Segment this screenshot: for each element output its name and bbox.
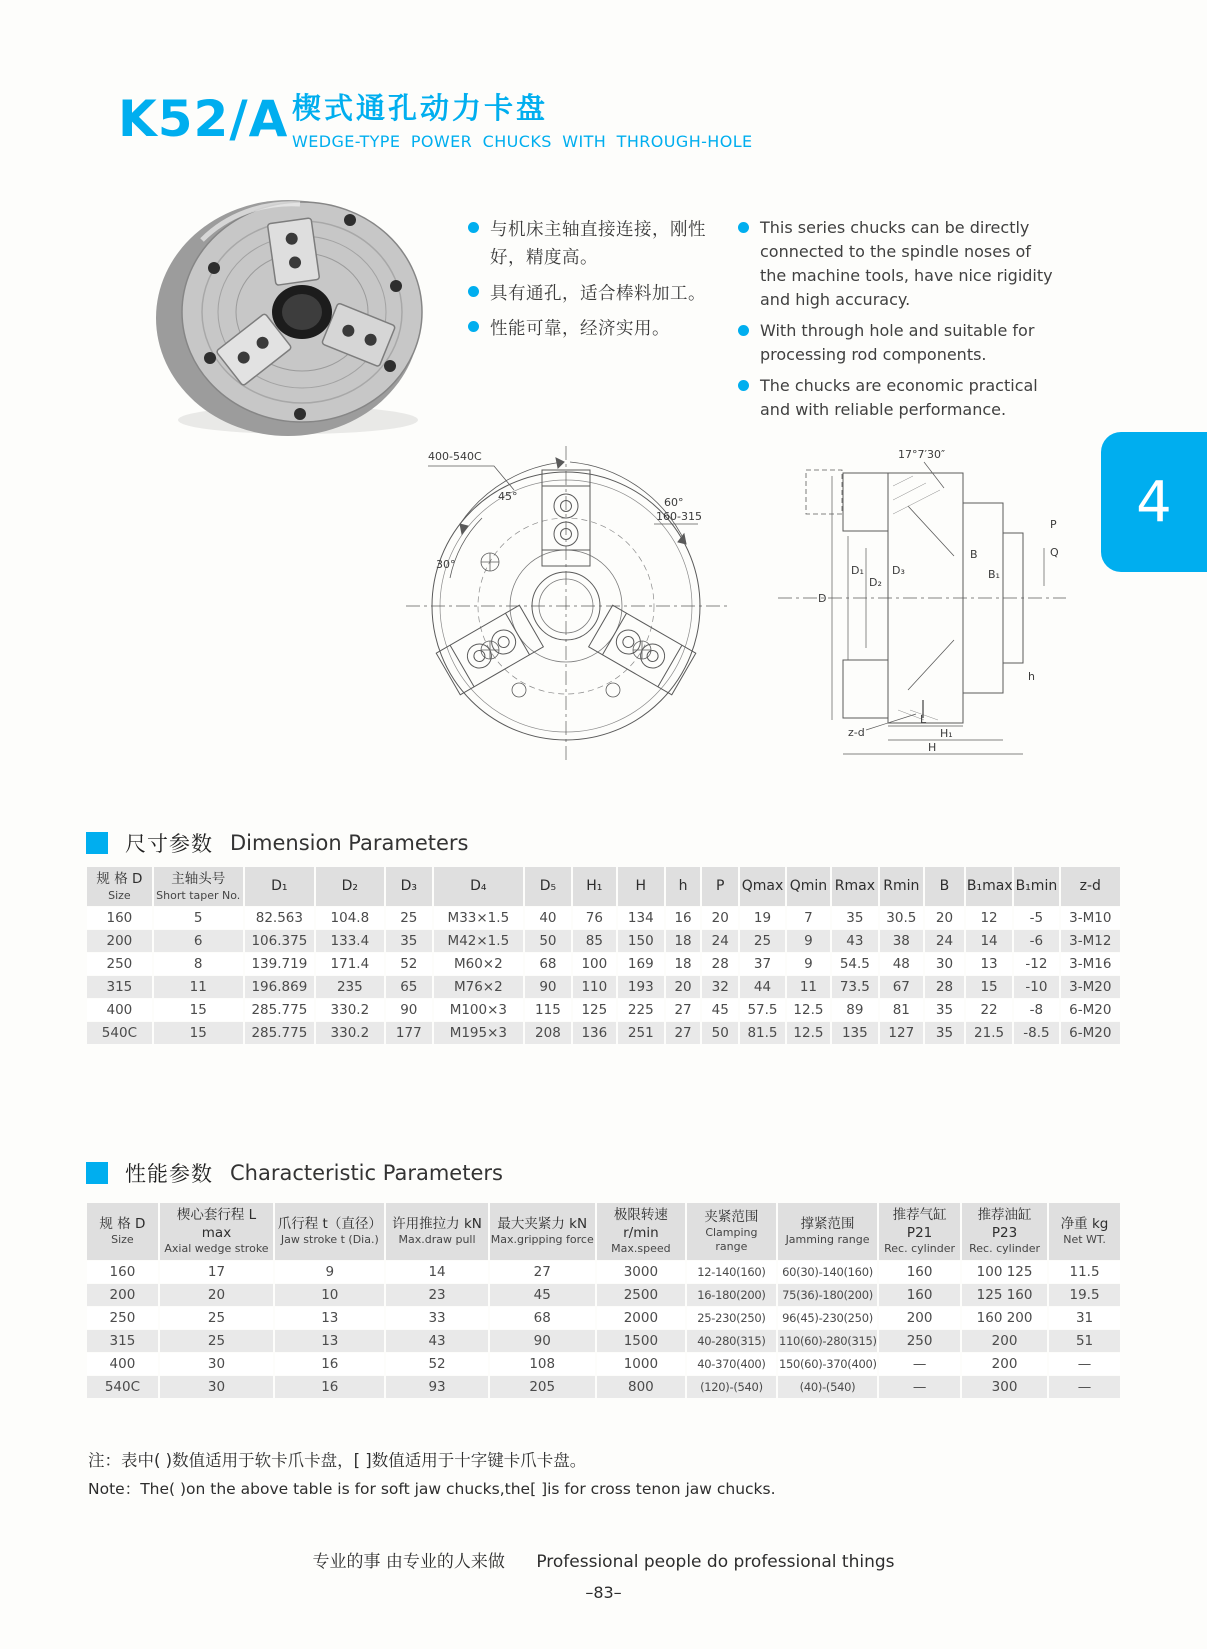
table-row (87, 953, 1120, 975)
table-cell: 100 125 (962, 1261, 1047, 1283)
table-cell: 30.5 (880, 907, 924, 929)
table-cell: 2000 (597, 1307, 685, 1329)
drawing-label-h: h (1028, 670, 1035, 683)
table-cell: 125 160 (962, 1284, 1047, 1306)
drawing-label-B: B (970, 548, 978, 561)
table-cell: 68 (525, 953, 571, 975)
table-cell: 15 (154, 999, 243, 1021)
drawing-label-H: H (928, 741, 937, 754)
drawing-label-D1: D₁ (851, 564, 864, 577)
drawing-label-H1: H₁ (940, 727, 953, 740)
table-cell: 100 (573, 953, 616, 975)
table-cell: 139.719 (245, 953, 314, 975)
table-cell: 11.5 (1049, 1261, 1120, 1283)
table-cell: 6-M20 (1061, 999, 1120, 1021)
table-cell: 208 (525, 1022, 571, 1044)
bullet-icon (738, 222, 749, 233)
table-cell: 200 (87, 930, 152, 952)
section-title-zh: 尺寸参数 (125, 832, 213, 856)
table-cell: 150(60)-370(400) (778, 1353, 877, 1375)
table-cell: 90 (386, 999, 432, 1021)
slogan-chinese: 专业的事 由专业的人来做 (312, 1552, 505, 1572)
table-cell: 40-370(400) (687, 1353, 776, 1375)
table-cell: 31 (1049, 1307, 1120, 1329)
table-cell: 250 (87, 1307, 158, 1329)
table-cell: 9 (787, 953, 831, 975)
table-cell: M195×3 (434, 1022, 523, 1044)
table-cell: 43 (832, 930, 877, 952)
section-title-en: Dimension Parameters (230, 831, 469, 855)
table-cell: 28 (702, 953, 738, 975)
feature-text: With through hole and suitable for processing rod components. (760, 321, 1035, 364)
table-cell: 23 (386, 1284, 487, 1306)
note-chinese: 注：表中( )数值适用于软卡爪卡盘，[ ]数值适用于十字键卡爪卡盘。 (88, 1451, 587, 1470)
drawing-label-models-large: 400-540C (428, 450, 482, 463)
column-header: z-d (1061, 867, 1120, 906)
table-cell: 106.375 (245, 930, 314, 952)
feature-item (468, 315, 736, 343)
table-cell: 2500 (597, 1284, 685, 1306)
table-row (87, 1284, 1120, 1306)
table-cell: 45 (702, 999, 738, 1021)
table-cell: 82.563 (245, 907, 314, 929)
bullet-icon (468, 286, 479, 297)
column-header: D₃ (386, 867, 432, 906)
table-cell: 250 (879, 1330, 960, 1352)
table-cell: -5 (1014, 907, 1058, 929)
table-cell: 43 (386, 1330, 487, 1352)
table-cell: 1500 (597, 1330, 685, 1352)
table-cell: 24 (702, 930, 738, 952)
table-cell: 52 (386, 953, 432, 975)
table-cell: 160 200 (962, 1307, 1047, 1329)
table-cell: 14 (966, 930, 1012, 952)
table-cell: 12 (966, 907, 1012, 929)
table-cell: 44 (740, 976, 784, 998)
table-cell: — (879, 1376, 960, 1398)
table-cell: 65 (386, 976, 432, 998)
table-cell: 160 (87, 1261, 158, 1283)
drawing-label-L: L (920, 713, 927, 726)
column-header: Rmax (832, 867, 877, 906)
table-cell: 250 (87, 953, 152, 975)
table-cell: 35 (386, 930, 432, 952)
table-row (87, 1376, 1120, 1398)
table-cell: 300 (962, 1376, 1047, 1398)
table-cell: 32 (702, 976, 738, 998)
drawing-label-angle-45: 45° (498, 490, 518, 503)
dimension-table (85, 866, 1122, 1045)
table-cell: 45 (490, 1284, 595, 1306)
table-row (87, 999, 1120, 1021)
table-cell: 285.775 (245, 1022, 314, 1044)
drawing-label-P: P (1050, 518, 1057, 531)
drawing-label-D2: D₂ (869, 576, 882, 589)
table-cell: 35 (925, 1022, 964, 1044)
table-cell: 160 (879, 1284, 960, 1306)
table-cell: 160 (87, 907, 152, 929)
table-cell: 9 (275, 1261, 384, 1283)
table-cell: 25 (386, 907, 432, 929)
table-cell: 12.5 (787, 999, 831, 1021)
feature-item (468, 216, 736, 273)
table-cell: 110(60)-280(315) (778, 1330, 877, 1352)
table-cell: 19.5 (1049, 1284, 1120, 1306)
column-header: Rmin (880, 867, 924, 906)
column-header: B₁max (966, 867, 1012, 906)
table-cell: 540C (87, 1022, 152, 1044)
table-cell: 200 (87, 1284, 158, 1306)
table-cell: 25 (740, 930, 784, 952)
table-notes (88, 1446, 776, 1504)
table-cell: 315 (87, 1330, 158, 1352)
column-header: 净重 kg Net WT. (1049, 1203, 1120, 1260)
table-cell: 285.775 (245, 999, 314, 1021)
column-header: D₂ (316, 867, 384, 906)
table-cell: M76×2 (434, 976, 523, 998)
bullet-icon (738, 380, 749, 391)
table-cell: 30 (925, 953, 964, 975)
page-title (292, 86, 753, 151)
table-cell: 3000 (597, 1261, 685, 1283)
table-cell: 89 (832, 999, 877, 1021)
table-cell: 57.5 (740, 999, 784, 1021)
table-cell: 35 (832, 907, 877, 929)
table-cell: 16 (275, 1376, 384, 1398)
table-cell: 400 (87, 999, 152, 1021)
table-cell: 20 (160, 1284, 273, 1306)
table-cell: 110 (573, 976, 616, 998)
chuck-photo-illustration (150, 188, 450, 448)
table-cell: 28 (925, 976, 964, 998)
section-marker-icon (86, 832, 108, 854)
table-cell: 20 (666, 976, 700, 998)
column-header: D₅ (525, 867, 571, 906)
table-cell: 81 (880, 999, 924, 1021)
table-cell: 127 (880, 1022, 924, 1044)
table-cell: 12-140(160) (687, 1261, 776, 1283)
column-header: 最大夹紧力 kN Max.gripping force (490, 1203, 595, 1260)
table-cell: 19 (740, 907, 784, 929)
table-row (87, 1022, 1120, 1044)
feature-text: 性能可靠，经济实用。 (490, 319, 670, 340)
column-header: Qmax (740, 867, 784, 906)
table-cell: 24 (925, 930, 964, 952)
table-cell: 96(45)-230(250) (778, 1307, 877, 1329)
slogan-english: Professional people do professional things (536, 1552, 895, 1572)
table-cell: 14 (386, 1261, 487, 1283)
table-cell: 200 (962, 1353, 1047, 1375)
table-cell: 540C (87, 1376, 158, 1398)
table-cell: 3-M12 (1061, 930, 1120, 952)
drawing-label-angle-60: 60° (664, 496, 684, 509)
column-header: 爪行程 t（直径） Jaw stroke t (Dia.) (275, 1203, 384, 1260)
table-cell: 235 (316, 976, 384, 998)
table-cell: 171.4 (316, 953, 384, 975)
table-cell: 18 (666, 953, 700, 975)
section-title-zh: 性能参数 (125, 1162, 213, 1186)
table-cell: 400 (87, 1353, 158, 1375)
table-cell: 25-230(250) (687, 1307, 776, 1329)
table-cell: 193 (618, 976, 664, 998)
section-header-dimension (86, 828, 469, 858)
table-cell: 115 (525, 999, 571, 1021)
table-cell: 40 (525, 907, 571, 929)
table-cell: 5 (154, 907, 243, 929)
feature-item (468, 280, 736, 308)
bullet-icon (738, 325, 749, 336)
column-header: 楔心套行程 L max Axial wedge stroke (160, 1203, 273, 1260)
footer-slogan (0, 1547, 1207, 1572)
table-cell: 1000 (597, 1353, 685, 1375)
table-cell: 200 (962, 1330, 1047, 1352)
table-cell: -8 (1014, 999, 1058, 1021)
table-cell: 330.2 (316, 1022, 384, 1044)
feature-list-chinese (468, 216, 736, 350)
table-cell: 25 (160, 1330, 273, 1352)
table-cell: 25 (160, 1307, 273, 1329)
table-cell: 3-M20 (1061, 976, 1120, 998)
table-cell: 3-M10 (1061, 907, 1120, 929)
table-cell: 6-M20 (1061, 1022, 1120, 1044)
table-cell: 160 (879, 1261, 960, 1283)
table-cell: 200 (879, 1307, 960, 1329)
table-cell: 54.5 (832, 953, 877, 975)
drawing-label-Q: Q (1050, 546, 1059, 559)
column-header: 规 格 D Size (87, 867, 152, 906)
table-cell: 9 (787, 930, 831, 952)
table-cell: 133.4 (316, 930, 384, 952)
table-cell: 30 (160, 1353, 273, 1375)
table-cell: 16 (275, 1353, 384, 1375)
column-header: P (702, 867, 738, 906)
feature-item (738, 216, 1053, 312)
table-cell: 85 (573, 930, 616, 952)
table-cell: 13 (966, 953, 1012, 975)
table-cell: M33×1.5 (434, 907, 523, 929)
column-header: 撑紧范围 Jamming range (778, 1203, 877, 1260)
section-header-characteristic (86, 1158, 503, 1188)
title-chinese: 楔式通孔动力卡盘 (292, 91, 549, 125)
column-header: H₁ (573, 867, 616, 906)
table-cell: 11 (154, 976, 243, 998)
title-english: WEDGE-TYPE POWER CHUCKS WITH THROUGH-HOLE (292, 132, 753, 151)
table-cell: -6 (1014, 930, 1058, 952)
table-cell: 13 (275, 1307, 384, 1329)
table-cell: — (879, 1353, 960, 1375)
technical-drawing-front-view (398, 428, 733, 763)
table-cell: 6 (154, 930, 243, 952)
product-photo (150, 188, 450, 448)
header-row (87, 867, 1120, 906)
table-cell: 205 (490, 1376, 595, 1398)
drawing-label-taper-angle: 17°7′30″ (898, 448, 946, 461)
table-row (87, 907, 1120, 929)
column-header: 夹紧范围 Clamping range (687, 1203, 776, 1260)
section-title-en: Characteristic Parameters (230, 1161, 503, 1185)
table-cell: 21.5 (966, 1022, 1012, 1044)
table-cell: 48 (880, 953, 924, 975)
drawing-label-D3: D₃ (892, 564, 905, 577)
column-header: D₄ (434, 867, 523, 906)
column-header: h (666, 867, 700, 906)
table-cell: 11 (787, 976, 831, 998)
table-cell: 315 (87, 976, 152, 998)
column-header: D₁ (245, 867, 314, 906)
feature-text: The chucks are economic practical and with reliable performance. (760, 376, 1038, 419)
characteristic-table (85, 1202, 1122, 1399)
table-cell: 35 (925, 999, 964, 1021)
table-row (87, 930, 1120, 952)
table-cell: 33 (386, 1307, 487, 1329)
table-cell: 76 (573, 907, 616, 929)
table-cell: 16-180(200) (687, 1284, 776, 1306)
table-cell: 27 (490, 1261, 595, 1283)
note-english: Note：The( )on the above table is for soft jaw chucks,the[ ]is for cross tenon jaw chucks. (88, 1479, 776, 1498)
table-cell: 16 (666, 907, 700, 929)
table-cell: -12 (1014, 953, 1058, 975)
table-row (87, 1353, 1120, 1375)
column-header: 极限转速 r/min Max.speed (597, 1203, 685, 1260)
table-cell: 150 (618, 930, 664, 952)
table-cell: 134 (618, 907, 664, 929)
table-cell: 51 (1049, 1330, 1120, 1352)
feature-text: 与机床主轴直接连接，刚性好，精度高。 (490, 220, 706, 269)
technical-drawing-cross-section (748, 428, 1073, 763)
feature-list-english (738, 216, 1053, 429)
table-cell: 22 (966, 999, 1012, 1021)
table-cell: 177 (386, 1022, 432, 1044)
column-header: 许用推拉力 kN Max.draw pull (386, 1203, 487, 1260)
bullet-icon (468, 321, 479, 332)
table-cell: 20 (702, 907, 738, 929)
table-cell: 17 (160, 1261, 273, 1283)
table-cell: 67 (880, 976, 924, 998)
table-cell: 73.5 (832, 976, 877, 998)
column-header: H (618, 867, 664, 906)
table-cell: (120)-(540) (687, 1376, 776, 1398)
table-cell: -10 (1014, 976, 1058, 998)
table-cell: 12.5 (787, 1022, 831, 1044)
table-cell: 81.5 (740, 1022, 784, 1044)
table-cell: 104.8 (316, 907, 384, 929)
page-number: –83– (585, 1583, 622, 1602)
table-cell: 10 (275, 1284, 384, 1306)
header-row (87, 1203, 1120, 1260)
table-cell: — (1049, 1353, 1120, 1375)
table-row (87, 1330, 1120, 1352)
table-cell: 18 (666, 930, 700, 952)
column-header: 推荐油缸 P23 Rec. cylinder (962, 1203, 1047, 1260)
table-cell: 90 (525, 976, 571, 998)
table-cell: M60×2 (434, 953, 523, 975)
table-cell: 20 (925, 907, 964, 929)
table-cell: 135 (832, 1022, 877, 1044)
table-cell: 225 (618, 999, 664, 1021)
table-cell: 50 (525, 930, 571, 952)
table-cell: 125 (573, 999, 616, 1021)
table-row (87, 1307, 1120, 1329)
drawing-label-angle-30: 30° (436, 558, 456, 571)
drawing-label-zd: z-d (848, 726, 865, 739)
table-cell: M42×1.5 (434, 930, 523, 952)
table-cell: 251 (618, 1022, 664, 1044)
table-cell: 27 (666, 999, 700, 1021)
table-cell: 60(30)-140(160) (778, 1261, 877, 1283)
table-cell: 8 (154, 953, 243, 975)
feature-text: This series chucks can be directly connected to the spindle noses of the machine tools, have nice rigidity and high accuracy. (760, 218, 1053, 309)
table-cell: 52 (386, 1353, 487, 1375)
table-cell: 90 (490, 1330, 595, 1352)
section-marker-icon (86, 1162, 108, 1184)
table-cell: 68 (490, 1307, 595, 1329)
table-cell: 136 (573, 1022, 616, 1044)
model-code: K52/A (118, 90, 289, 148)
feature-text: 具有通孔，适合棒料加工。 (490, 283, 706, 304)
table-cell: (40)-(540) (778, 1376, 877, 1398)
table-cell: 3-M16 (1061, 953, 1120, 975)
table-cell: 15 (154, 1022, 243, 1044)
table-cell: — (1049, 1376, 1120, 1398)
column-header: 规 格 D Size (87, 1203, 158, 1260)
table-cell: -8.5 (1014, 1022, 1058, 1044)
table-cell: 7 (787, 907, 831, 929)
table-cell: 108 (490, 1353, 595, 1375)
table-cell: 27 (666, 1022, 700, 1044)
column-header: B (925, 867, 964, 906)
feature-item (738, 319, 1053, 367)
table-cell: 75(36)-180(200) (778, 1284, 877, 1306)
table-row (87, 976, 1120, 998)
table-cell: 37 (740, 953, 784, 975)
table-cell: 93 (386, 1376, 487, 1398)
table-cell: M100×3 (434, 999, 523, 1021)
drawing-label-B1: B₁ (988, 568, 1000, 581)
column-header: Qmin (787, 867, 831, 906)
feature-item (738, 374, 1053, 422)
drawing-label-models-small: 160-315 (656, 510, 702, 523)
table-cell: 40-280(315) (687, 1330, 776, 1352)
column-header: 主轴头号 Short taper No. (154, 867, 243, 906)
table-cell: 13 (275, 1330, 384, 1352)
table-row (87, 1261, 1120, 1283)
drawing-label-D: D (818, 592, 827, 605)
table-cell: 15 (966, 976, 1012, 998)
table-cell: 30 (160, 1376, 273, 1398)
chapter-tab: 4 (1101, 432, 1207, 572)
table-cell: 50 (702, 1022, 738, 1044)
table-cell: 196.869 (245, 976, 314, 998)
column-header: 推荐气缸 P21 Rec. cylinder (879, 1203, 960, 1260)
table-cell: 800 (597, 1376, 685, 1398)
table-cell: 169 (618, 953, 664, 975)
column-header: B₁min (1014, 867, 1058, 906)
bullet-icon (468, 222, 479, 233)
table-cell: 38 (880, 930, 924, 952)
table-cell: 330.2 (316, 999, 384, 1021)
